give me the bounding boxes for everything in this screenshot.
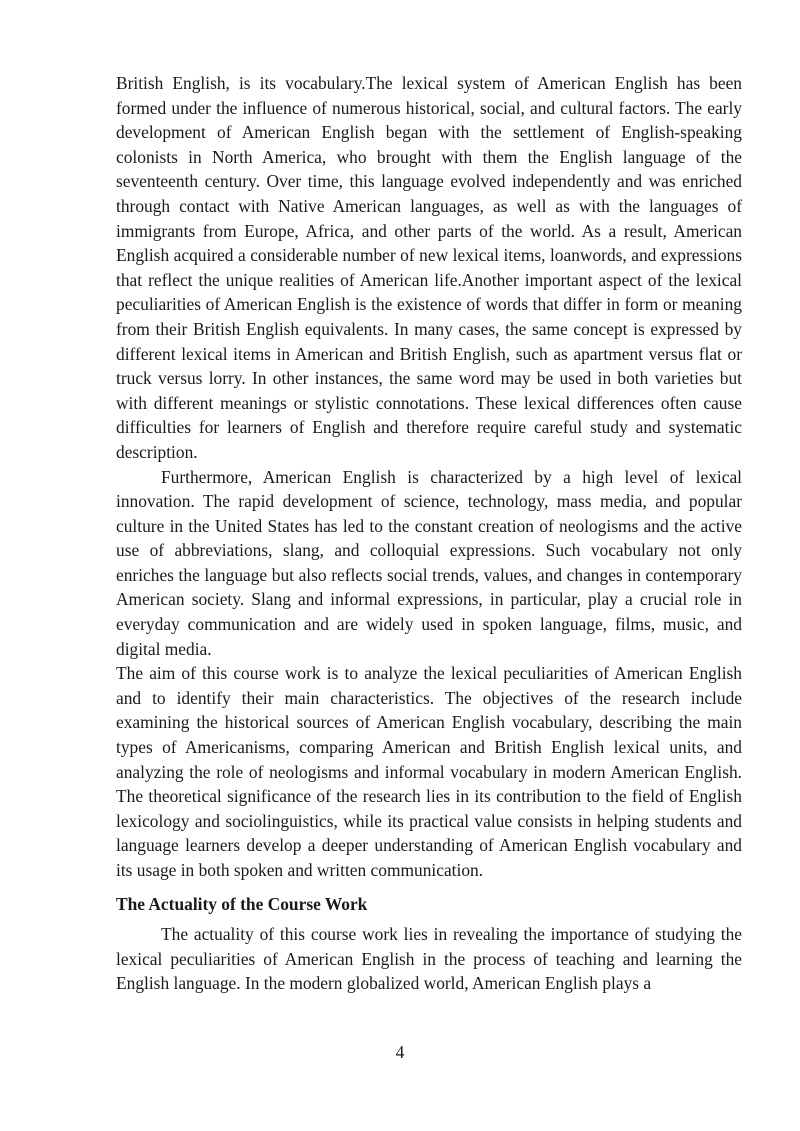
paragraph-actuality: The actuality of this course work lies in revealing the importance of studying the lexical peculiarities of American English in the process of teaching and learning the English language. In the modern globalized world, American English plays a <box>116 924 742 994</box>
document-page <box>116 71 742 996</box>
section-heading: The Actuality of the Course Work <box>116 893 368 914</box>
paragraph-lexical-innovation: Furthermore, American English is characterized by a high level of lexical innovation. The rapid development of science, technology, mass media, and popular culture in the United States has led to the constant creation of neologisms and the active use of abbreviations, slang, and colloquial expressions. Such vocabulary not only enriches the language but also reflects social trends, values, and changes in contemporary American society. Slang and informal expressions, in particular, play a crucial role in everyday communication and are widely used in spoken language, films, music, and digital media. <box>116 466 742 659</box>
page-number: 4 <box>395 1042 405 1062</box>
paragraph-research-aim: The aim of this course work is to analyze the lexical peculiarities of American English and to identify their main characteristics. The objectives of the research include examining the historical sources of American English vocabulary, describing the main types of Americanisms, comparing American and British English lexical units, and analyzing the role of neologisms and informal vocabulary in modern American English. The theoretical significance of the research lies in its contribution to the field of English lexicology and sociolinguistics, while its practical value consists in helping students and language learners develop a deeper understanding of American English vocabulary and its usage in both spoken and written communication. <box>116 663 742 880</box>
paragraph-vocabulary-history: British English, is its vocabulary.The lexical system of American English has been formed under the influence of numerous historical, social, and cultural factors. The early development of American English began with the settlement of English-speaking colonists in North America, who brought with them the English language of the seventeenth century. Over time, this language evolved independently and was enriched through contact with Native American languages, as well as with the languages of immigrants from Europe, Africa, and other parts of the world. As a result, American English acquired a considerable number of new lexical items, loanwords, and expressions that reflect the unique realities of American life.Another important aspect of the lexical peculiarities of American English is the existence of words that differ in form or meaning from their British English equivalents. In many cases, the same concept is expressed by different lexical items in American and British English, such as apartment versus flat or truck versus lorry. In other instances, the same word may be used in both varieties but with different meanings or stylistic connotations. These lexical differences often cause difficulties for learners of English and therefore require careful study and systematic description. <box>116 73 742 462</box>
